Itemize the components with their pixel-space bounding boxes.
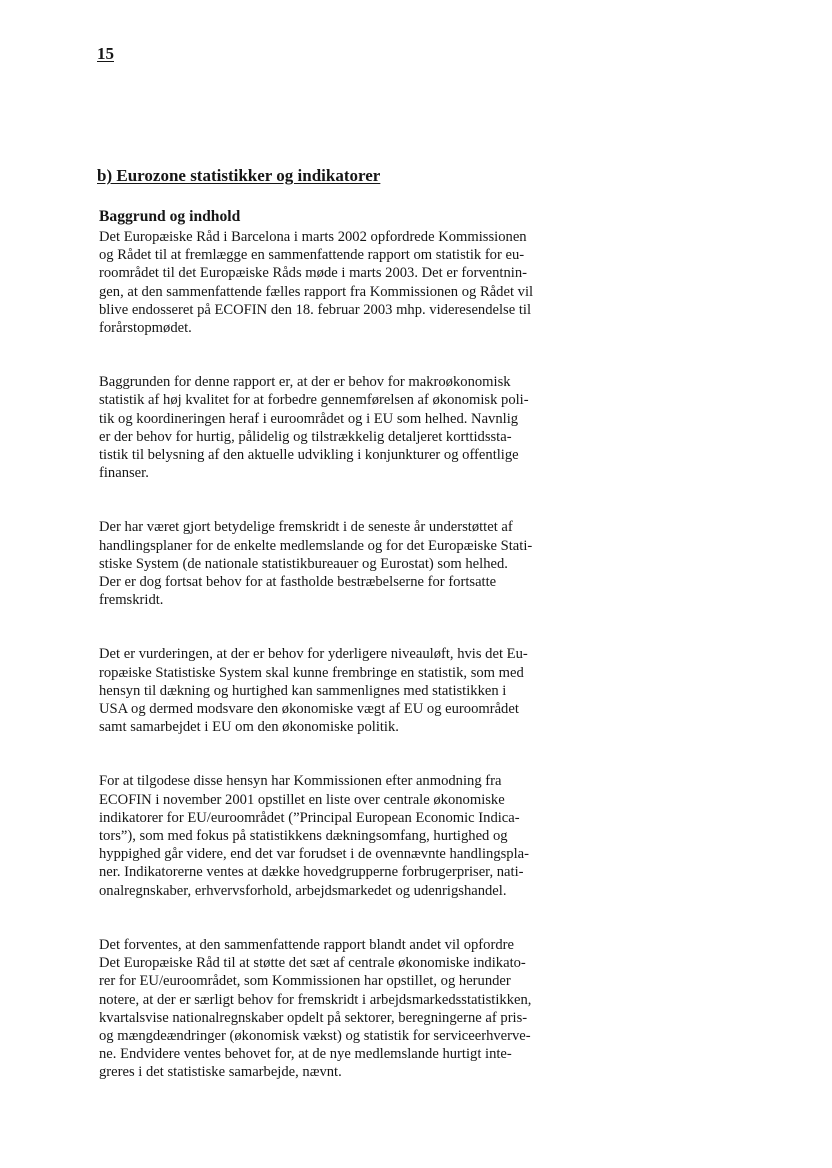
paragraph-2 <box>99 373 639 482</box>
text-line: USA og dermed modsvare den økonomiske vægt af EU og euroområdet <box>99 701 519 718</box>
text-line: tors”), som med fokus på statistikkens dækningsomfang, hurtighed og <box>99 828 508 845</box>
paragraph-3 <box>99 518 639 609</box>
paragraph-6 <box>99 936 639 1082</box>
page-number: 15 <box>97 44 114 63</box>
document-body <box>99 207 639 1118</box>
text-line: onalregnskaber, erhvervsforhold, arbejdsmarkedet og udenrigshandel. <box>99 882 507 899</box>
text-line: finanser. <box>99 465 149 482</box>
text-line: ropæiske Statistiske System skal kunne frembringe en statistik, som med <box>99 664 524 681</box>
text-line: notere, at der er særligt behov for fremskridt i arbejdsmarkedsstatistikken, <box>99 991 532 1008</box>
text-line: Det Europæiske Råd i Barcelona i marts 2002 opfordrede Kommissionen <box>99 229 527 245</box>
text-line: samt samarbejdet i EU om den økonomiske politik. <box>99 719 399 736</box>
text-line: hyppighed går videre, end det var forudset i de ovennævnte handlingspla- <box>99 846 529 863</box>
text-line: gen, at den sammenfattende fælles rapport fra Kommissionen og Rådet vil <box>99 283 534 300</box>
text-line: tik og koordineringen heraf i euroområdet og i EU som helhed. Navnlig <box>99 410 519 427</box>
subheading: Baggrund og indhold <box>99 208 241 225</box>
text-line: fremskridt. <box>99 592 164 609</box>
text-line: Baggrunden for denne rapport er, at der er behov for makroøkonomisk <box>99 374 511 391</box>
text-line: rer for EU/euroområdet, som Kommissionen har opstillet, og herunder <box>99 973 511 990</box>
text-line: Det er vurderingen, at der er behov for yderligere niveauløft, hvis det Eu- <box>99 646 528 663</box>
text-line: Det forventes, at den sammenfattende rapport blandt andet vil opfordre <box>99 936 514 953</box>
text-line: greres i det statistiske samarbejde, nævnt. <box>99 1064 342 1081</box>
text-line: forårstopmødet. <box>99 320 192 337</box>
paragraph-1 <box>99 228 639 337</box>
text-line: indikatorer for EU/euroområdet (”Principal European Economic Indica- <box>99 809 520 826</box>
text-line: hensyn til dækning og hurtighed kan sammenlignes med statistikken i <box>99 682 507 699</box>
text-line: ne. Endvidere ventes behovet for, at de nye medlemslande hurtigt inte- <box>99 1046 512 1063</box>
text-line: tistik til belysning af den aktuelle udvikling i konjunkturer og offentlige <box>99 447 519 464</box>
text-line: statistik af høj kvalitet for at forbedre gennemførelsen af økonomisk poli- <box>99 392 529 409</box>
text-line: kvartalsvise nationalregnskaber opdelt på sektorer, beregningerne af pris- <box>99 1009 528 1026</box>
paragraph-4 <box>99 645 639 736</box>
section-title: b) Eurozone statistikker og indikatorer <box>97 166 381 185</box>
text-line: Der har været gjort betydelige fremskridt i de seneste år understøttet af <box>99 519 513 536</box>
text-line: ECOFIN i november 2001 opstillet en liste over centrale økonomiske <box>99 791 505 808</box>
text-line: Der er dog fortsat behov for at fastholde bestræbelserne for fortsatte <box>99 574 497 591</box>
text-line: For at tilgodese disse hensyn har Kommissionen efter anmodning fra <box>99 773 502 790</box>
text-line: blive endosseret på ECOFIN den 18. februar 2003 mhp. videresendelse til <box>99 301 532 318</box>
paragraph-5 <box>99 772 639 899</box>
text-line: handlingsplaner for de enkelte medlemslande og for det Europæiske Stati- <box>99 537 533 554</box>
text-line: ner. Indikatorerne ventes at dække hovedgrupperne forbrugerpriser, nati- <box>99 864 524 881</box>
text-line: Det Europæiske Råd til at støtte det sæt af centrale økonomiske indikato- <box>99 955 526 972</box>
text-line: er der behov for hurtig, pålidelig og tilstrækkelig detaljeret korttidssta- <box>99 428 512 445</box>
text-line: og Rådet til at fremlægge en sammenfattende rapport om statistik for eu- <box>99 247 525 264</box>
text-line: stiske System (de nationale statistikbureauer og Eurostat) som helhed. <box>99 555 508 572</box>
text-line: roområdet til det Europæiske Råds møde i marts 2003. Det er forventnin- <box>99 265 527 282</box>
text-line: og mængdeændringer (økonomisk vækst) og statistik for serviceerhverve- <box>99 1027 531 1044</box>
